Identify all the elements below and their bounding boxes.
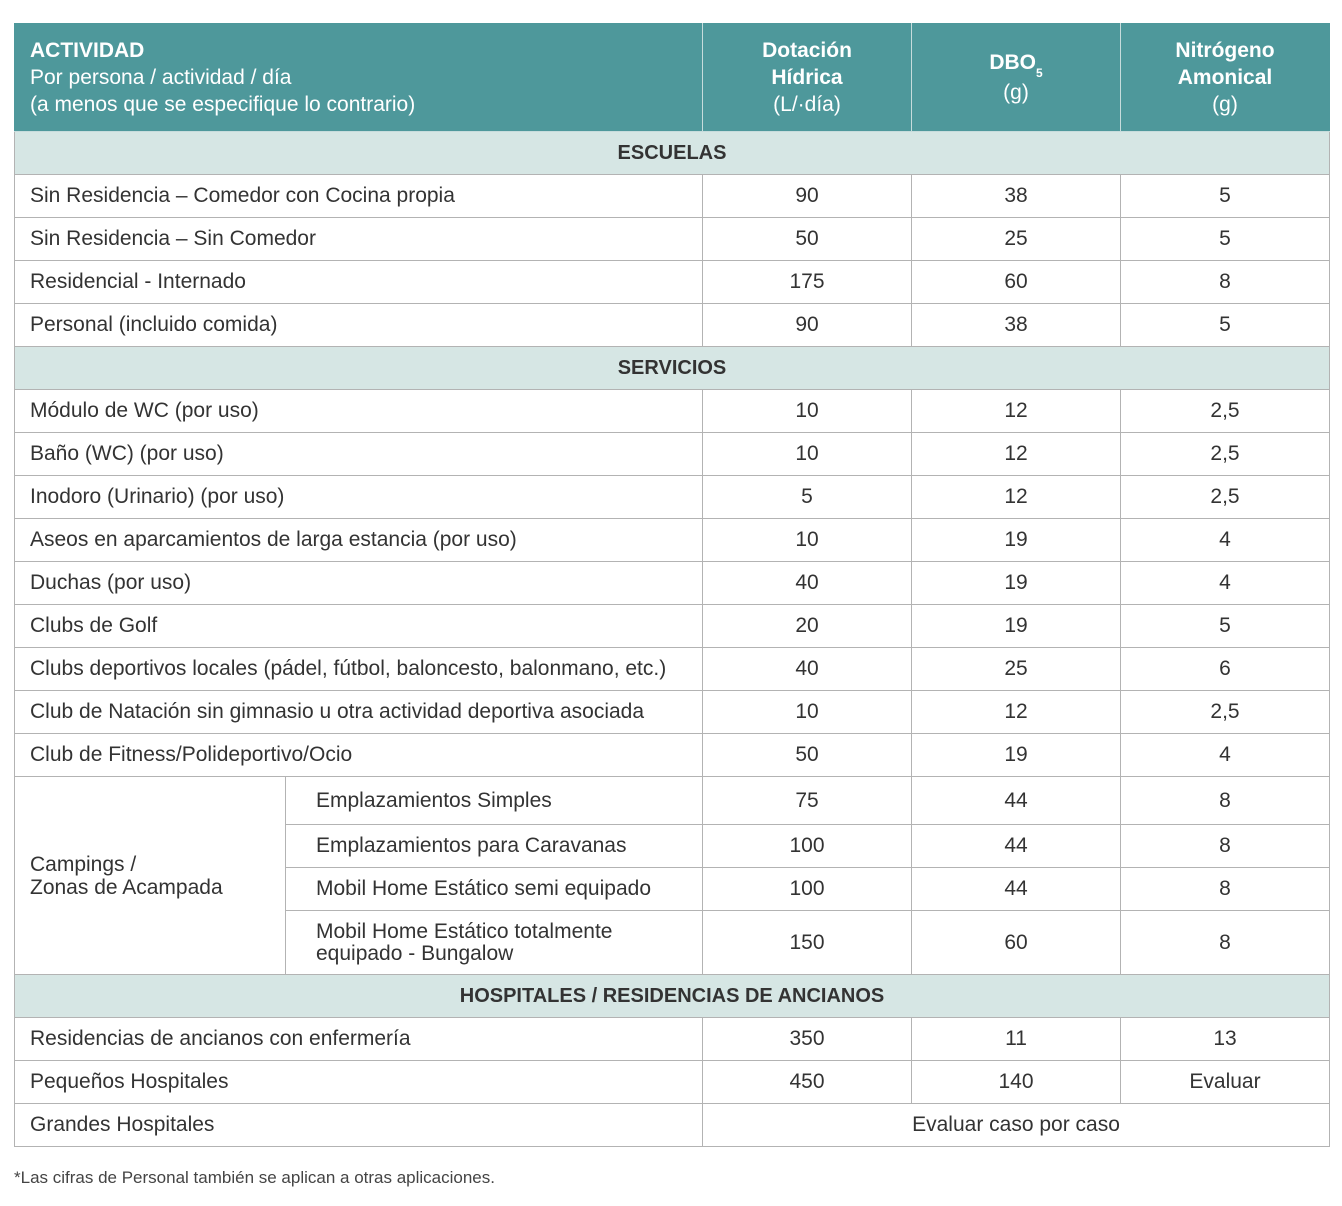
water-cell: 150 — [703, 911, 912, 975]
nitro-cell: 2,5 — [1121, 390, 1330, 433]
table-row — [15, 605, 1330, 648]
water-cell: 75 — [703, 777, 912, 825]
water-cell: 100 — [703, 868, 912, 911]
section-servicios — [15, 347, 1330, 390]
activity-cell: Residencial - Internado — [15, 261, 703, 304]
nitro-cell: 6 — [1121, 648, 1330, 691]
header-dbo — [912, 23, 1121, 132]
table-row — [15, 175, 1330, 218]
dbo-cell: 60 — [912, 911, 1121, 975]
dbo-cell: 19 — [912, 605, 1121, 648]
table-row — [15, 433, 1330, 476]
header-row — [15, 23, 1330, 132]
header-activity-line2: Por persona / actividad / día — [30, 65, 292, 89]
nitro-cell: 5 — [1121, 175, 1330, 218]
activity-cell: Duchas (por uso) — [15, 562, 703, 605]
activity-cell: Aseos en aparcamientos de larga estancia (por uso) — [15, 519, 703, 562]
table-row — [15, 304, 1330, 347]
activity-cell: Clubs deportivos locales (pádel, fútbol, baloncesto, balonmano, etc.) — [15, 648, 703, 691]
header-nitro-unit: (g) — [1212, 92, 1238, 116]
water-cell: 50 — [703, 218, 912, 261]
header-water — [703, 23, 912, 132]
nitro-cell: 8 — [1121, 825, 1330, 868]
water-cell: 175 — [703, 261, 912, 304]
section-title: ESCUELAS — [15, 132, 1330, 175]
activity-cell-line1: Mobil Home Estático totalmente — [316, 919, 613, 943]
water-cell: 90 — [703, 304, 912, 347]
header-activity — [15, 23, 703, 132]
dbo-cell: 140 — [912, 1061, 1121, 1104]
table-row — [15, 519, 1330, 562]
dbo-cell: 44 — [912, 777, 1121, 825]
table-row — [15, 562, 1330, 605]
water-cell: 350 — [703, 1018, 912, 1061]
water-cell: 20 — [703, 605, 912, 648]
table-row — [15, 734, 1330, 777]
dbo-cell: 12 — [912, 476, 1121, 519]
activity-cell: Grandes Hospitales — [15, 1104, 703, 1147]
header-activity-line3: (a menos que se especifique lo contrario) — [30, 92, 416, 116]
header-nitro-line2: Amonical — [1177, 65, 1273, 89]
dbo-cell: 19 — [912, 562, 1121, 605]
nitro-cell: Evaluar — [1121, 1061, 1330, 1104]
section-title: SERVICIOS — [15, 347, 1330, 390]
activity-cell: Inodoro (Urinario) (por uso) — [15, 476, 703, 519]
campings-label-line1: Campings / — [30, 852, 137, 876]
activity-cell: Club de Natación sin gimnasio u otra actividad deportiva asociada — [15, 691, 703, 734]
dbo-cell: 12 — [912, 390, 1121, 433]
table-row — [15, 476, 1330, 519]
dbo-cell: 12 — [912, 433, 1121, 476]
header-water-line2: Hídrica — [771, 65, 843, 89]
water-cell: 10 — [703, 691, 912, 734]
table-row-camping — [15, 777, 1330, 825]
table-row — [15, 1104, 1330, 1147]
table-row — [15, 261, 1330, 304]
water-cell: 10 — [703, 390, 912, 433]
dbo-cell: 38 — [912, 175, 1121, 218]
activity-cell: Baño (WC) (por uso) — [15, 433, 703, 476]
nitro-cell: 8 — [1121, 911, 1330, 975]
activity-cell-line2: equipado - Bungalow — [316, 941, 514, 965]
header-activity-title: ACTIVIDAD — [30, 38, 145, 62]
dbo-cell: 25 — [912, 648, 1121, 691]
header-dbo-unit: (g) — [1003, 80, 1029, 104]
footnote: *Las cifras de Personal también se aplican a otras aplicaciones. — [14, 1168, 495, 1187]
water-cell: 40 — [703, 648, 912, 691]
nitro-cell: 2,5 — [1121, 476, 1330, 519]
dbo-cell: 60 — [912, 261, 1121, 304]
nitro-cell: 4 — [1121, 734, 1330, 777]
activity-cell: Sin Residencia – Comedor con Cocina propia — [15, 175, 703, 218]
header-dbo-sub: 5 — [1035, 65, 1043, 80]
water-cell: 450 — [703, 1061, 912, 1104]
section-hospitales — [15, 975, 1330, 1018]
section-escuelas — [15, 132, 1330, 175]
table-row — [15, 648, 1330, 691]
campings-label — [15, 777, 286, 975]
dbo-cell: 19 — [912, 734, 1121, 777]
table-row — [15, 1018, 1330, 1061]
nitro-cell: 8 — [1121, 868, 1330, 911]
activity-cell: Mobil Home Estático semi equipado — [286, 868, 703, 911]
water-cell: 50 — [703, 734, 912, 777]
nitro-cell: 2,5 — [1121, 433, 1330, 476]
nitro-cell: 13 — [1121, 1018, 1330, 1061]
activity-cell: Personal (incluido comida) — [15, 304, 703, 347]
water-cell: 100 — [703, 825, 912, 868]
table-row — [15, 1061, 1330, 1104]
water-cell: 40 — [703, 562, 912, 605]
merged-cell: Evaluar caso por caso — [703, 1104, 1330, 1147]
dbo-cell: 11 — [912, 1018, 1121, 1061]
header-water-line1: Dotación — [762, 38, 852, 62]
activity-cell: Emplazamientos Simples — [286, 777, 703, 825]
header-water-unit: (L/·día) — [773, 92, 841, 116]
nitro-cell: 8 — [1121, 777, 1330, 825]
effluent-table — [14, 23, 1330, 1147]
water-cell: 10 — [703, 433, 912, 476]
dbo-cell: 19 — [912, 519, 1121, 562]
nitro-cell: 2,5 — [1121, 691, 1330, 734]
header-nitro — [1121, 23, 1330, 132]
section-title: HOSPITALES / RESIDENCIAS DE ANCIANOS — [15, 975, 1330, 1018]
dbo-cell: 44 — [912, 825, 1121, 868]
nitro-cell: 5 — [1121, 605, 1330, 648]
nitro-cell: 4 — [1121, 562, 1330, 605]
dbo-cell: 25 — [912, 218, 1121, 261]
nitro-cell: 8 — [1121, 261, 1330, 304]
campings-label-line2: Zonas de Acampada — [30, 875, 223, 899]
header-nitro-line1: Nitrógeno — [1175, 38, 1275, 62]
header-dbo-main: DBO — [989, 50, 1036, 74]
dbo-cell: 38 — [912, 304, 1121, 347]
nitro-cell: 4 — [1121, 519, 1330, 562]
activity-cell: Club de Fitness/Polideportivo/Ocio — [15, 734, 703, 777]
table-row — [15, 218, 1330, 261]
activity-cell: Módulo de WC (por uso) — [15, 390, 703, 433]
activity-cell — [286, 911, 703, 975]
nitro-cell: 5 — [1121, 218, 1330, 261]
activity-cell: Pequeños Hospitales — [15, 1061, 703, 1104]
dbo-cell: 44 — [912, 868, 1121, 911]
activity-cell: Clubs de Golf — [15, 605, 703, 648]
table-row — [15, 691, 1330, 734]
nitro-cell: 5 — [1121, 304, 1330, 347]
activity-cell: Sin Residencia – Sin Comedor — [15, 218, 703, 261]
water-cell: 5 — [703, 476, 912, 519]
dbo-cell: 12 — [912, 691, 1121, 734]
activity-cell: Residencias de ancianos con enfermería — [15, 1018, 703, 1061]
table-row — [15, 390, 1330, 433]
activity-cell: Emplazamientos para Caravanas — [286, 825, 703, 868]
water-cell: 90 — [703, 175, 912, 218]
water-cell: 10 — [703, 519, 912, 562]
